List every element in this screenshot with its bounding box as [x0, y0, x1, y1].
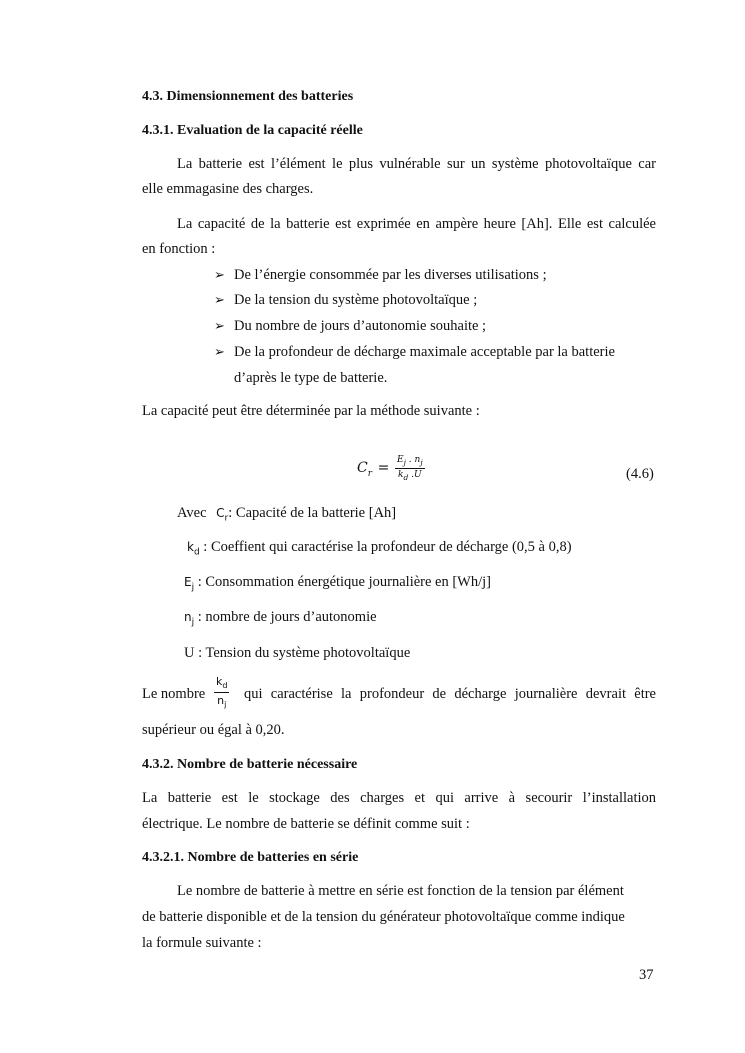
- method-intro: La capacité peut être déterminée par la méthode suivante :: [142, 403, 480, 419]
- subsection-2-line-2: électrique. Le nombre de batterie se définit comme suit :: [142, 816, 470, 832]
- definition-kd: $k_d$ : Coeffient qui caractérise la profondeur de décharge (0,5 à 0,8): [187, 539, 572, 558]
- subsection-2-line-1: La batterie est le stockage des charges et qui arrive à secourir l’installation: [142, 790, 656, 806]
- list-item-text: De l’énergie consommée par les diverses utilisations ;: [234, 267, 547, 283]
- formula-4-6: $C_r$ = $\frac{E_j . n_j}{k_d .U}$: [357, 455, 423, 483]
- list-item-text: De la profondeur de décharge maximale acceptable par la batterie: [234, 344, 615, 360]
- list-item-text: De la tension du système photovoltaïque ;: [234, 292, 478, 308]
- subsection-title-4-3-2-1: 4.3.2.1. Nombre de batteries en série: [142, 850, 359, 865]
- definition-ej-text: : Consommation énergétique journalière en [Wh/j]: [194, 574, 492, 590]
- page-number: 37: [639, 967, 654, 983]
- section-title: 4.3. Dimensionnement des batteries: [142, 89, 354, 104]
- subsection-2-1-line-1: Le nombre de batterie à mettre en série est fonction de la tension par élément: [177, 883, 624, 899]
- ratio-rest: qui caractérise la profondeur de décharge journalière devrait être: [244, 686, 656, 702]
- avec-label: Avec: [177, 505, 207, 521]
- equation-number: (4.6): [626, 466, 654, 482]
- subsection-title-4-3-2: 4.3.2. Nombre de batterie nécessaire: [142, 757, 358, 772]
- definition-u: U : Tension du système photovoltaïque: [184, 645, 411, 661]
- definition-kd-text: : Coeffient qui caractérise la profondeur de décharge (0,5 à 0,8): [199, 539, 572, 555]
- list-item-text: Du nombre de jours d’autonomie souhaite ;: [234, 318, 487, 334]
- paragraph-1-line-2: elle emmagasine des charges.: [142, 181, 314, 197]
- definition-nj-text: : nombre de jours d’autonomie: [194, 609, 377, 625]
- definition-cr: Avec $C_r$: Capacité de la batterie [Ah]: [177, 505, 397, 524]
- ratio-prefix: Le nombre: [142, 686, 206, 702]
- paragraph-2-line-2: en fonction :: [142, 241, 216, 257]
- arrow-bullet-icon: ➢: [214, 319, 225, 334]
- arrow-bullet-icon: ➢: [214, 345, 225, 360]
- subsection-2-1-line-3: la formule suivante :: [142, 935, 262, 951]
- definition-ej: $E_j$ : Consommation énergétique journalière en [Wh/j]: [184, 574, 492, 593]
- formula-fraction: $\frac{E_j . n_j}{k_d .U}$: [397, 455, 423, 483]
- paragraph-2-line-1: La capacité de la batterie est exprimée en ampère heure [Ah]. Elle est calculée: [177, 216, 656, 232]
- subsection-title-4-3-1: 4.3.1. Evaluation de la capacité réelle: [142, 123, 363, 138]
- list-item-continuation: d’après le type de batterie.: [234, 370, 388, 386]
- formula-lhs: $C_r$: [357, 460, 373, 479]
- arrow-bullet-icon: ➢: [214, 268, 225, 283]
- arrow-bullet-icon: ➢: [214, 293, 225, 308]
- ratio-fraction: $\frac{k_d}{n_j}$: [216, 675, 228, 710]
- paragraph-1-line-1: La batterie est l’élément le plus vulnérable sur un système photovoltaïque car: [177, 156, 656, 172]
- definition-cr-text: : Capacité de la batterie [Ah]: [228, 505, 397, 521]
- ratio-line-2: supérieur ou égal à 0,20.: [142, 722, 285, 738]
- definition-nj: $n_j$ : nombre de jours d’autonomie: [184, 609, 377, 628]
- subsection-2-1-line-2: de batterie disponible et de la tension du générateur photovoltaïque comme indique: [142, 909, 625, 925]
